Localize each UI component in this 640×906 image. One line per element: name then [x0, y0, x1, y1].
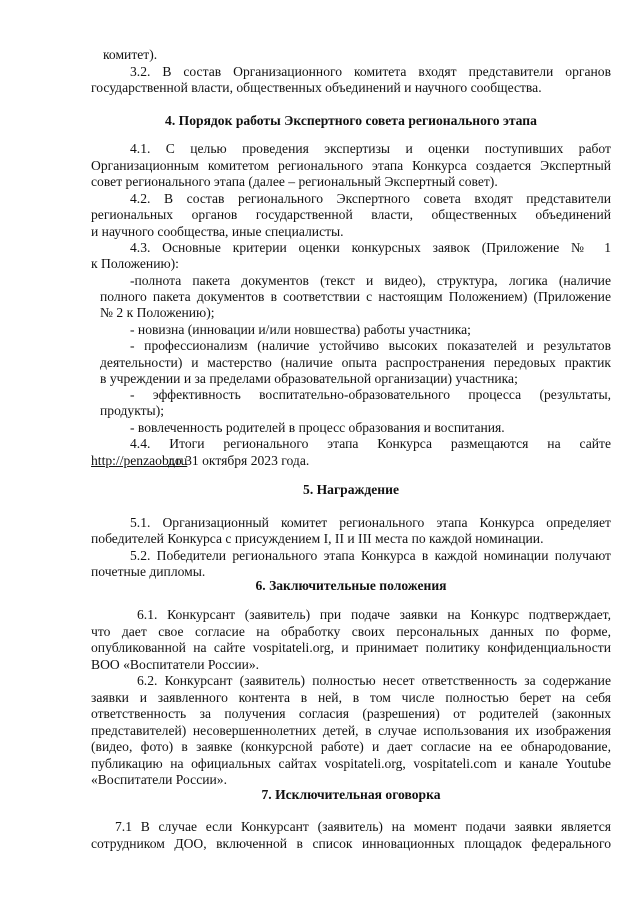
text-line: и научного сообщества, иные специалисты. — [91, 224, 344, 239]
text-line: продукты); — [100, 403, 164, 418]
text-line: победителей Конкурса с присуждением I, II и III места по каждой номинации. — [91, 531, 544, 546]
text-line: - эффективность воспитательно-образовательного процесса (результаты, — [130, 387, 611, 402]
text-line: сотрудником ДОО, включенной в список инновационных площадок федерального — [91, 836, 611, 851]
text-line: почетные дипломы. — [91, 564, 206, 579]
text-line: - вовлеченность родителей в процесс образования и воспитания. — [130, 420, 505, 435]
text-line: - новизна (инновации и/или новшества) работы участника; — [130, 322, 471, 337]
website-link[interactable]: http://penzaobr.ru — [91, 453, 188, 468]
text-line: до 31 октября 2023 года. — [168, 453, 310, 468]
text-line: № 2 к Положению); — [100, 305, 215, 320]
text-line: совет регионального этапа (далее – региональный Экспертный совет). — [91, 174, 498, 189]
text-line: 4.3. Основные критерии оценки конкурсных заявок (Приложение № 1 — [130, 240, 611, 255]
section-heading: 7. Исключительная оговорка — [261, 787, 441, 802]
text-line: (видео, фото) в заявке (конкурсной работе) и дает согласие на ее обнародование, — [91, 739, 611, 754]
text-line: - профессионализм (наличие устойчиво высоких показателей и результатов — [130, 338, 611, 353]
text-line: региональных органов государственной власти, общественных объединений — [91, 207, 611, 222]
text-line: комитет). — [103, 47, 158, 62]
text-line: 5.2. Победители регионального этапа Конкурса в каждой номинации получают — [130, 548, 611, 563]
text-line: в учреждении и за пределами образовательной организации) участника; — [100, 371, 518, 386]
text-line: 6.2. Конкурсант (заявитель) полностью несет ответственность за содержание — [137, 673, 611, 688]
text-line: деятельности) и мастерство (наличие опыта распространения передовых практик — [100, 355, 611, 370]
text-line: полного пакета документов в соответствии с настоящим Положением) (Приложение — [100, 289, 611, 304]
text-line: «Воспитатели России». — [91, 772, 227, 787]
text-line: 7.1 В случае если Конкурсант (заявитель) на момент подачи заявки является — [115, 819, 611, 834]
text-line: представителей) несовершеннолетних детей, в случае использования их изображения — [91, 723, 611, 738]
text-line: 6.1. Конкурсант (заявитель) при подаче заявки на Конкурс подтверждает, — [137, 607, 611, 622]
text-line: 4.4. Итоги регионального этапа Конкурса размещаются на сайте — [130, 436, 611, 451]
text-line: государственной власти, общественных объединений и научного сообщества. — [91, 80, 542, 95]
text-line: ответственность за получения согласия (разрешения) от родителей (законных — [91, 706, 611, 721]
text-line: ВОО «Воспитатели России». — [91, 657, 260, 672]
text-line: к Положению): — [91, 256, 179, 271]
text-line: -полнота пакета документов (текст и видео), структура, логика (наличие — [130, 273, 611, 288]
text-line: Организационным комитетом регионального этапа Конкурса создается Экспертный — [91, 158, 611, 173]
text-line: что дает свое согласие на обработку своих персональных данных по форме, — [91, 624, 611, 639]
text-line: заявки и заявленного контента в ней, в том числе полностью берет на себя — [91, 690, 611, 705]
section-heading: 4. Порядок работы Экспертного совета регионального этапа — [165, 113, 537, 128]
text-line: 3.2. В состав Организационного комитета входят представители органов — [130, 64, 611, 79]
text-line: публикацию на официальных сайтах vospitateli.org, vospitateli.com и канале Youtube — [91, 756, 611, 771]
section-heading: 6. Заключительные положения — [255, 578, 447, 593]
text-line: опубликованной на сайте vospitateli.org, и принимает политику конфиденциальности — [91, 640, 611, 655]
text-line: 4.1. С целью проведения экспертизы и оценки поступивших работ — [130, 141, 611, 156]
text-line: 4.2. В состав регионального Экспертного совета входят представители — [130, 191, 611, 206]
text-line: 5.1. Организационный комитет регионального этапа Конкурса определяет — [130, 515, 611, 530]
section-heading: 5. Награждение — [303, 482, 399, 497]
